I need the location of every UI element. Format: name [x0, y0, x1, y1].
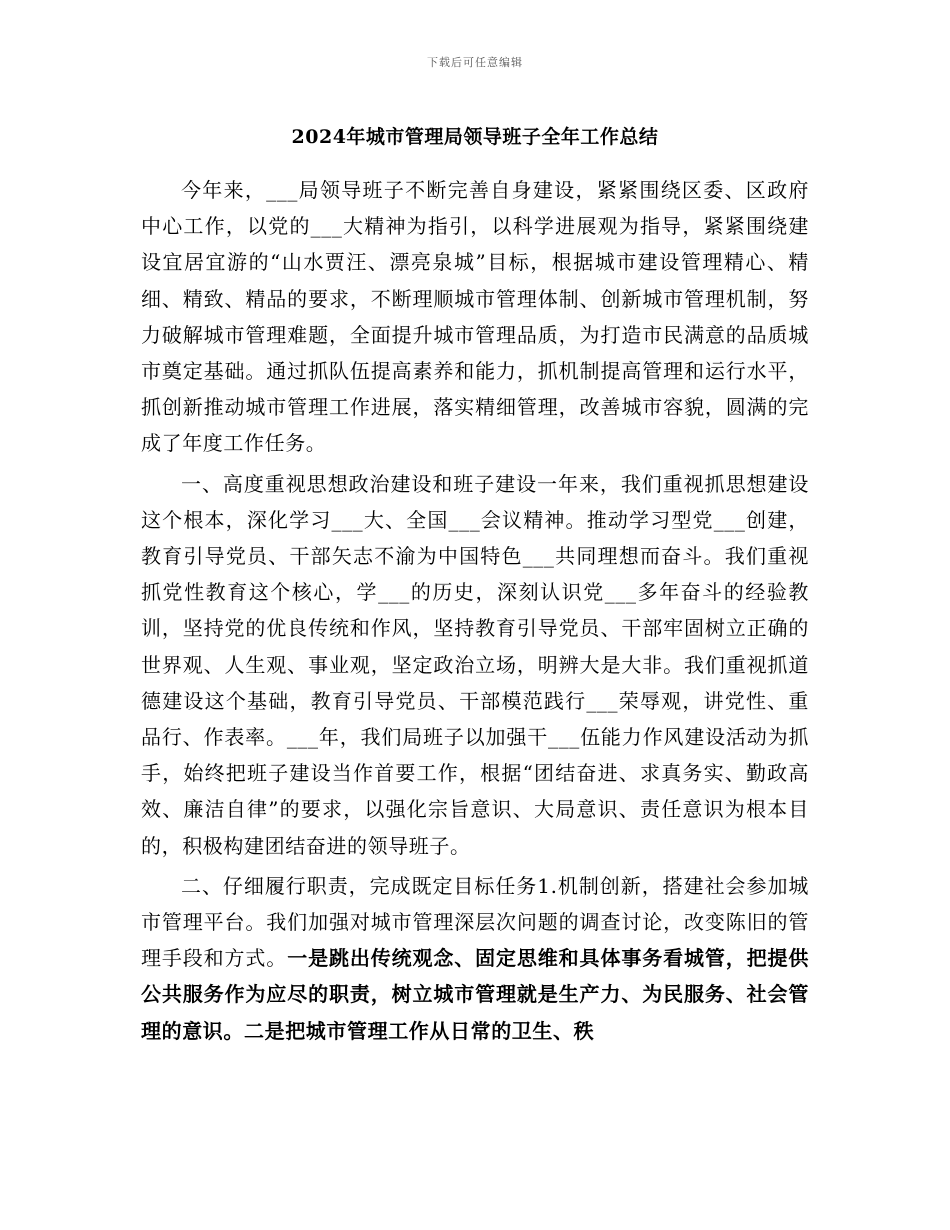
document-body — [141, 172, 809, 1053]
paragraph-intro — [141, 172, 809, 462]
paragraph-section-two-bold-text: 一是跳出传统观念、固定思维和具体事务看城管，把提供公共服务作为应尽的职责，树立城市管理就是生产力、为民服务、社会管理的意识。二是把城市管理工作从日常的卫生、秩 — [141, 946, 809, 1043]
paragraph-section-two — [141, 868, 809, 1049]
paragraph-section-one — [141, 466, 809, 864]
paragraph-section-two-text: 二、仔细履行职责，完成既定目标任务1.机制创新，搭建社会参加城市管理平台。我们加强对城市管理深层次问题的调查讨论，改变陈旧的管理手段和方式。 — [141, 873, 809, 971]
paragraph-section-one-text: 一、高度重视思想政治建设和班子建设一年来，我们重视抓思想建设这个根本，深化学习___大、全国___会议精神。推动学习型党___创建，教育引导党员、干部矢志不渝为中国特色___共同理想而奋斗。我们重视抓党性教育这个核心，学___的历史，深刻认识党___多年奋斗的经验教训，坚持党的优良传统和作风，坚持教育引导党员、干部牢固树立正确的世界观、人生观、事业观，坚定政治立场，明辨大是大非。我们重视抓道德建设这个基础，教育引导党员、干部模范践行___荣辱观，讲党性、重品行、作表率。___年，我们局班子以加强干___伍能力作风建设活动为抓手，始终把班子建设当作首要工作，根据“团结奋进、求真务实、勤政高效、廉洁自律”的要求，以强化宗旨意识、大局意识、责任意识为根本目的，积极构建团结奋进的领导班子。 — [141, 471, 809, 858]
paragraph-intro-text: 今年来，___局领导班子不断完善自身建设，紧紧围绕区委、区政府中心工作，以党的___大精神为指引，以科学进展观为指导，紧紧围绕建设宜居宜游的“山水贾汪、漂亮泉城”目标，根据城市建设管理精心、精细、精致、精品的要求，不断理顺城市管理体制、创新城市管理机制，努力破解城市管理难题，全面提升城市管理品质，为打造市民满意的品质城市奠定基础。通过抓队伍提高素养和能力，抓机制提高管理和运行水平，抓创新推动城市管理工作进展，落实精细管理，改善城市容貌，圆满的完成了年度工作任务。 — [141, 178, 809, 456]
header-note: 下载后可任意编辑 — [427, 56, 523, 69]
document-title: 2024年城市管理局领导班子全年工作总结 — [291, 126, 659, 148]
